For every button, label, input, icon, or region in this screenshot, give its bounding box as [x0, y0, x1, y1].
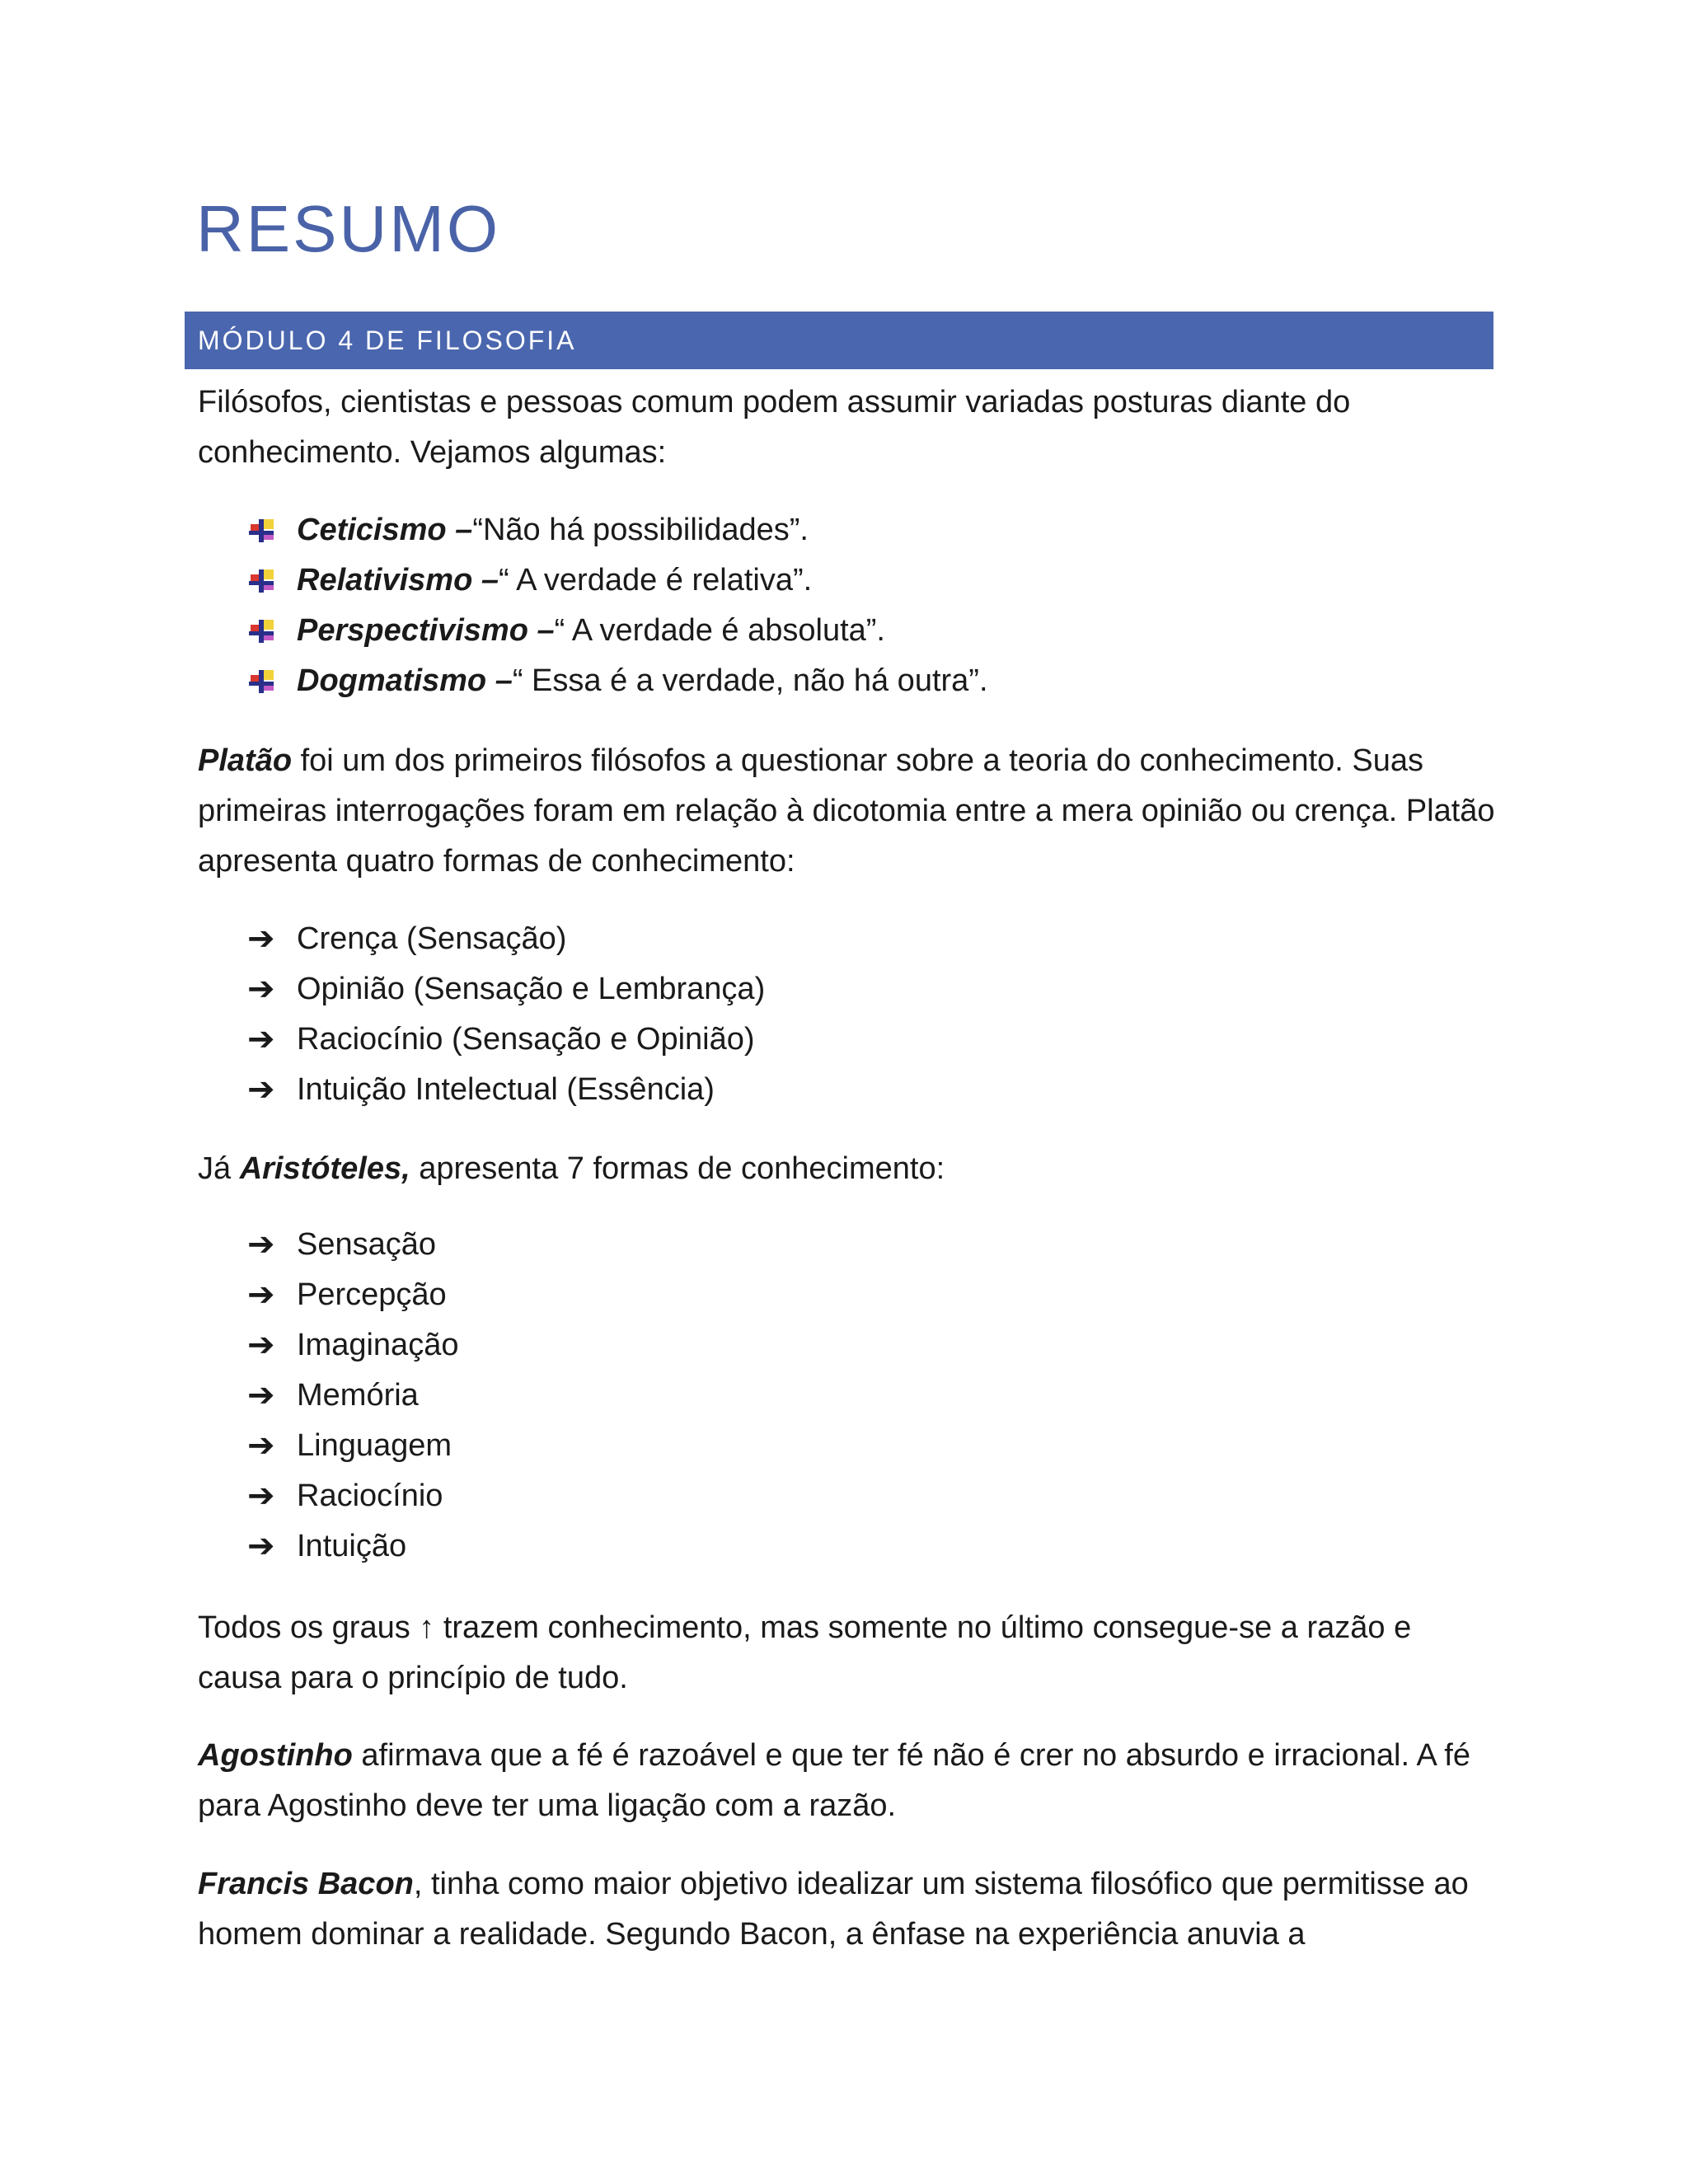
intro-paragraph: Filósofos, cientistas e pessoas comum podem assumir variadas posturas diante do conhecimento. Vejamos algumas: — [198, 385, 1351, 470]
list-item — [247, 555, 1484, 606]
list-item — [247, 914, 1484, 964]
right-arrow-icon: ➔ — [247, 1276, 275, 1314]
degrees-paragraph: Todos os graus ↑ trazem conhecimento, mas somente no último consegue-se a razão e causa para o princípio de tudo. — [198, 1610, 1412, 1695]
aristotle-form: Linguagem — [297, 1428, 452, 1463]
right-arrow-icon: ➔ — [247, 1020, 275, 1058]
list-item — [247, 1371, 1484, 1421]
document-title: RESUMO — [196, 192, 501, 265]
postures-list — [247, 505, 1484, 706]
list-item — [247, 1015, 1484, 1065]
aristotle-form: Percepção — [297, 1277, 447, 1312]
posture-quote: “ A verdade é absoluta”. — [554, 613, 885, 648]
list-item — [247, 964, 1484, 1015]
list-item — [247, 1065, 1484, 1115]
list-item — [247, 1220, 1484, 1270]
right-arrow-icon: ➔ — [247, 1326, 275, 1364]
plato-form: Intuição Intelectual (Essência) — [297, 1072, 715, 1107]
aristotle-paragraph — [198, 1144, 1500, 1194]
bacon-text: , tinha como maior objetivo idealizar um sistema filosófico que permitisse ao homem dominar a realidade. Segundo Bacon, a ênfase na experiência anuvia a — [198, 1867, 1469, 1952]
posture-term: Relativismo – — [297, 563, 499, 598]
plato-paragraph — [198, 736, 1500, 887]
right-arrow-icon: ➔ — [247, 1376, 275, 1414]
plato-form: Crença (Sensação) — [297, 921, 567, 956]
right-arrow-icon: ➔ — [247, 920, 275, 958]
multicolor-cross-bullet-icon — [247, 616, 280, 646]
aristotle-form: Raciocínio — [297, 1479, 443, 1513]
right-arrow-icon: ➔ — [247, 1427, 275, 1465]
posture-term: Ceticismo – — [297, 513, 473, 547]
list-item — [247, 505, 1484, 555]
aristotle-text: apresenta 7 formas de conhecimento: — [410, 1151, 945, 1186]
plato-text: foi um dos primeiros filósofos a questionar sobre a teoria do conhecimento. Suas primeiras interrogações foram em relação à dicotomia entre a mera opinião ou crença. Platão apresenta quatro formas de conhecimento: — [198, 743, 1495, 879]
aristotle-form: Intuição — [297, 1529, 407, 1563]
right-arrow-icon: ➔ — [247, 1477, 275, 1515]
aristotle-forms-list — [247, 1220, 1484, 1572]
augustine-name: Agostinho — [198, 1738, 353, 1773]
multicolor-cross-bullet-icon — [247, 566, 280, 596]
list-item — [247, 1521, 1484, 1572]
list-item — [247, 1270, 1484, 1320]
right-arrow-icon: ➔ — [247, 970, 275, 1008]
posture-quote: “ Essa é a verdade, não há outra”. — [512, 663, 988, 698]
aristotle-form: Sensação — [297, 1227, 437, 1262]
multicolor-cross-bullet-icon — [247, 667, 280, 696]
right-arrow-icon: ➔ — [247, 1071, 275, 1108]
module-heading-bar: MÓDULO 4 DE FILOSOFIA — [185, 312, 1493, 369]
aristotle-form: Imaginação — [297, 1328, 459, 1362]
aristotle-prefix: Já — [198, 1151, 240, 1186]
list-item — [247, 606, 1484, 656]
list-item — [247, 1471, 1484, 1521]
posture-quote: “ A verdade é relativa”. — [499, 563, 813, 598]
bacon-name: Francis Bacon — [198, 1867, 414, 1901]
aristotle-form: Memória — [297, 1378, 419, 1413]
right-arrow-icon: ➔ — [247, 1226, 275, 1263]
plato-name: Platão — [198, 743, 293, 778]
augustine-paragraph — [198, 1731, 1500, 1831]
plato-form: Opinião (Sensação e Lembrança) — [297, 972, 766, 1006]
list-item — [247, 1421, 1484, 1471]
bacon-paragraph — [198, 1859, 1500, 1960]
plato-forms-list — [247, 914, 1484, 1115]
multicolor-cross-bullet-icon — [247, 516, 280, 546]
posture-term: Perspectivismo – — [297, 613, 555, 648]
list-item — [247, 1320, 1484, 1371]
posture-term: Dogmatismo – — [297, 663, 513, 698]
augustine-text: afirmava que a fé é razoável e que ter fé não é crer no absurdo e irracional. A fé para Agostinho deve ter uma ligação com a razão. — [198, 1738, 1471, 1823]
right-arrow-icon: ➔ — [247, 1527, 275, 1565]
posture-quote: “Não há possibilidades”. — [472, 513, 809, 547]
list-item — [247, 656, 1484, 706]
plato-form: Raciocínio (Sensação e Opinião) — [297, 1022, 755, 1057]
aristotle-name: Aristóteles, — [239, 1151, 410, 1186]
